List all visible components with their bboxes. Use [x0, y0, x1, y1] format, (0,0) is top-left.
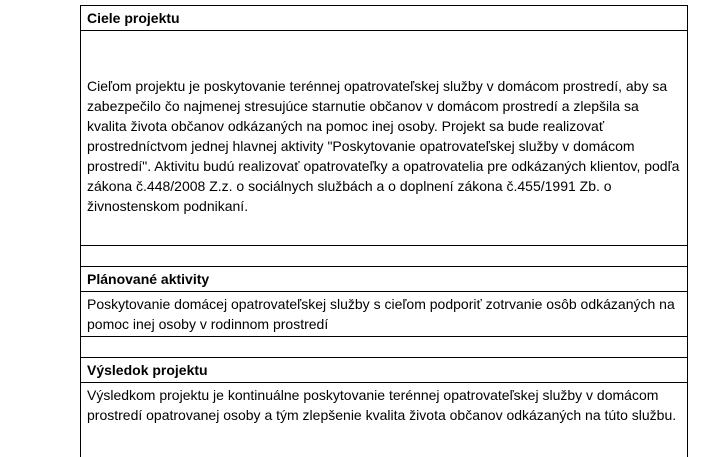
blank-row [81, 336, 687, 357]
section-text-planned-activities: Poskytovanie domácej opatrovateľskej služby s cieľom podporiť zotrvanie osôb odkázaných na pomoc inej osoby v rodinnom prostredí [81, 291, 687, 336]
section-text-result: Výsledkom projektu je kontinuálne poskytovanie terénnej opatrovateľskej služby v domácom prostredí opatrovanej osoby a tým zlepšenie kvalita života občanov odkázaných na túto službu. [81, 382, 687, 457]
section-heading-result: Výsledok projektu [81, 357, 687, 382]
section-heading-planned-activities: Plánované aktivity [81, 266, 687, 291]
blank-row [81, 245, 687, 266]
section-heading-goals: Ciele projektu [81, 5, 687, 30]
section-text-goals: Cieľom projektu je poskytovanie terénnej opatrovateľskej služby v domácom prostredí, aby sa zabezpečilo čo najmenej stresujúce starnutie občanov v domácom prostredí a zlepšila sa kvalita života občanov odkázaných na pomoc inej osoby. Projekt sa bude realizovať prostredníctvom jednej hlavnej aktivity "Poskytovanie opatrovateľskej služby v domácom prostredí". Aktivitu budú realizovať opatrovateľky a opatrovatelia pre odkázaných klientov, podľa zákona č.448/2008 Z.z. o sociálnych službách a o doplnení zákona č.455/1991 Zb. o živnostenskom podnikaní. [81, 30, 687, 245]
project-table [80, 5, 688, 457]
